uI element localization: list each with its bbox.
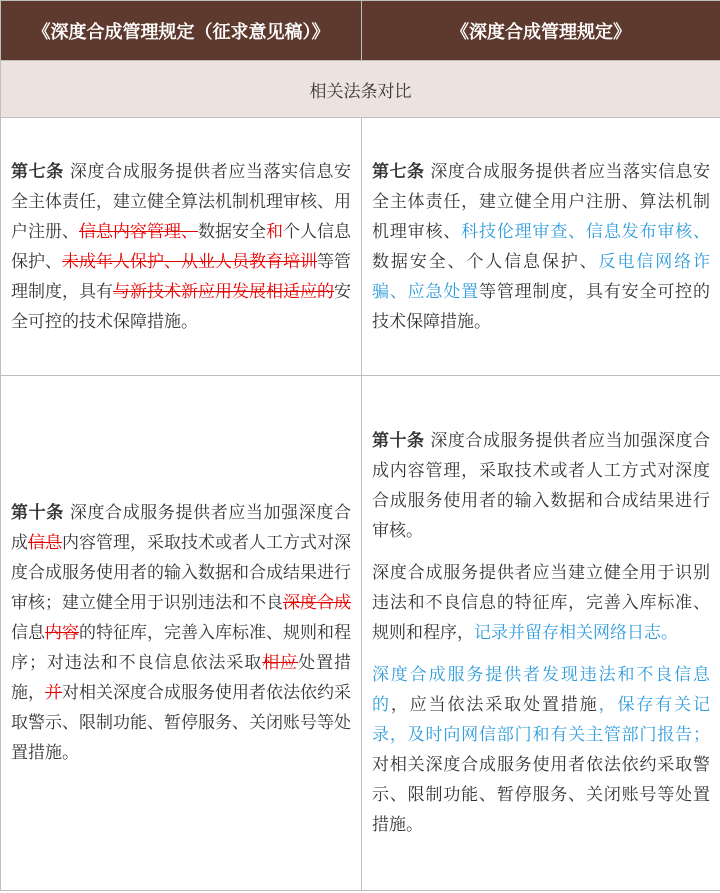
deleted-text: 深度合成 <box>283 593 351 613</box>
text-segment: 数据安全 <box>198 221 266 242</box>
article-row <box>1 118 720 376</box>
text-segment: 安全可控的技术保障措施。 <box>11 281 351 332</box>
text-segment: 个人信息保护、 <box>11 221 351 272</box>
article-number: 第七条 <box>372 161 425 182</box>
text-segment: 对相关深度合成服务使用者依法依约采取警示、限制功能、暂停服务、关闭账号等处置措施。 <box>11 683 351 763</box>
section-title: 相关法条对比 <box>1 61 720 118</box>
text-segment: 的特征库，完善入库标准、规则和程序；对违法和不良信息依法采取 <box>11 623 351 673</box>
deleted-text: 与新技术新应用发展相适应的 <box>113 281 334 302</box>
added-text: ，保存有关记录，及时向网信部门和有关主管部门报告； <box>372 695 711 745</box>
text-segment: 等管理制度，具有 <box>11 251 351 302</box>
paragraph <box>11 498 351 768</box>
section-row <box>1 61 720 118</box>
deleted-text: 内容 <box>45 623 79 643</box>
text-segment: 数据安全、个人信息保护、 <box>372 251 599 272</box>
paragraph <box>372 426 710 546</box>
text-segment: 对相关深度合成服务使用者依法依约采取警示、限制功能、暂停服务、关闭账号等处置措施。 <box>372 755 710 835</box>
inserted-text: 和 <box>266 221 283 242</box>
text-segment: 深度合成服务提供者应当落实信息安全主体责任，建立健全用户注册、算法机制机理审核、 <box>372 161 710 242</box>
text-segment: ，应当依法采取处置措施 <box>390 695 599 715</box>
deleted-text: 相应 <box>262 653 299 673</box>
text-segment: 深度合成服务提供者应当建立健全用于识别违法和不良信息的特征库，完善入库标准、规则和程序， <box>372 563 710 643</box>
added-text: 反电信网络诈骗、应急处置 <box>372 251 711 302</box>
deleted-text: 信息内容管理、 <box>79 221 198 242</box>
paragraph <box>372 660 710 840</box>
paragraph <box>372 157 710 337</box>
article-number: 第十条 <box>11 503 64 523</box>
text-segment: 信息 <box>11 623 45 643</box>
article-number: 第十条 <box>372 431 425 451</box>
article-row <box>1 376 720 891</box>
draft-article-7 <box>1 118 362 376</box>
header-final: 《深度合成管理规定》 <box>362 1 720 61</box>
text-segment: 处置措施， <box>11 653 352 703</box>
added-text: 科技伦理审查、信息发布审核、 <box>461 221 711 242</box>
header-row <box>1 1 720 61</box>
text-segment: 深度合成服务提供者应当加强深度合成内容管理，采取技术或者人工方式对深度合成服务使用者的输入数据和合成结果进行审核。 <box>372 431 710 541</box>
text-segment: 等管理制度，具有安全可控的技术保障措施。 <box>372 281 710 332</box>
draft-article-10 <box>1 376 362 891</box>
final-article-10 <box>362 376 720 891</box>
added-text: 记录并留存相关网络日志。 <box>474 623 678 643</box>
text-segment: 深度合成服务提供者应当加强深度合成 <box>11 503 352 553</box>
text-segment: 深度合成服务提供者应当落实信息安全主体责任，建立健全算法机制机理审核、用户注册、 <box>11 161 352 242</box>
deleted-text: 未成年人保护、从业人员教育培训 <box>62 251 317 272</box>
header-draft: 《深度合成管理规定（征求意见稿）》 <box>1 1 362 61</box>
article-number: 第七条 <box>11 161 64 182</box>
final-article-7 <box>362 118 720 376</box>
paragraph <box>11 157 351 337</box>
paragraph <box>372 558 710 648</box>
text-segment: 内容管理，采取技术或者人工方式对深度合成服务使用者的输入数据和合成结果进行审核；建立健全用于识别违法和不良 <box>11 533 351 613</box>
deleted-text: 并 <box>45 683 62 703</box>
deleted-text: 信息 <box>28 533 62 553</box>
added-text: 深度合成服务提供者发现违法和不良信息的 <box>372 665 710 715</box>
